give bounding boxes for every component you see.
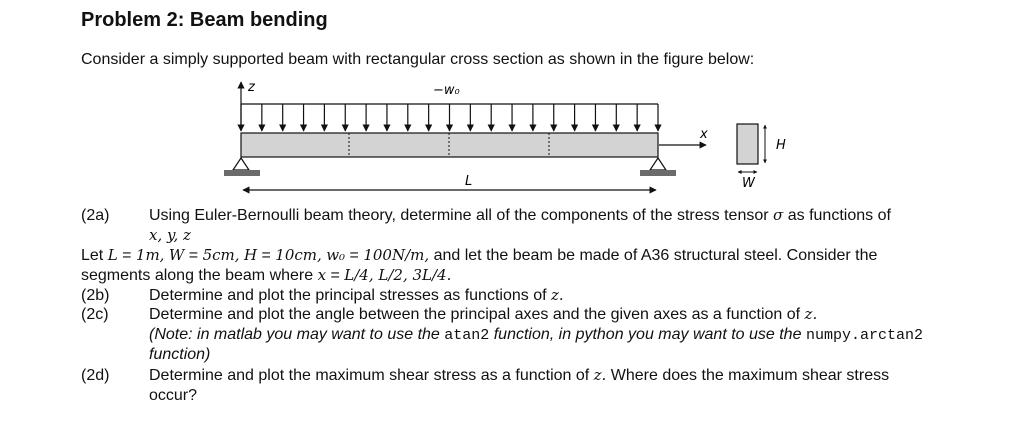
given-x-values: L/4, L/2, 3L/4. [344, 266, 452, 284]
length-label: L [465, 174, 473, 189]
part-label: (2c) [81, 306, 109, 323]
problem-title: Problem 2: Beam bending [81, 9, 328, 31]
given-line-1: Let L = 1m, W = 5cm, H = 10cm, w₀ = 100N/m, and let the beam be made of A36 structural steel. Consider the [81, 246, 878, 264]
right-pin-support [640, 158, 676, 176]
given-w0-value: 100N/m, [363, 246, 430, 264]
distributed-load-arrows [241, 104, 658, 131]
given-line-2-text: segments along the beam where [81, 267, 314, 284]
part-2c-text: Determine and plot the angle between the principal axes and the given axes as a function of [149, 306, 801, 323]
given-W-value: 5cm, [202, 246, 240, 264]
note-text-b: function, in python you may want to use the [493, 326, 802, 343]
part-2d-text-c: occur? [149, 387, 198, 404]
given-H-symbol: H [243, 246, 258, 264]
sigma-symbol: σ [773, 206, 784, 224]
problem-intro: Consider a simply supported beam with rectangular cross section as shown in the figure below: [81, 51, 755, 68]
part-text [149, 286, 954, 305]
part-2a-text: Using Euler-Bernoulli beam theory, determine all of the components of the stress tensor [149, 207, 769, 224]
part-2b-text: Determine and plot the principal stresses as functions of [149, 287, 547, 304]
note-text-a: (Note: in matlab you may want to use the [149, 326, 440, 343]
given-w0-symbol: w₀ [326, 246, 346, 264]
given-L-symbol: L [107, 246, 118, 264]
part-2c-note-end [149, 345, 210, 364]
length-dimension [243, 174, 656, 190]
note-text-c: function) [149, 346, 211, 363]
part-2a-vars [149, 226, 191, 245]
part-label: (2b) [81, 287, 110, 304]
part-2d-var: z. [593, 366, 607, 384]
width-label: W [742, 176, 755, 191]
load-label: −w₀ [433, 83, 460, 98]
part-2c-note [149, 325, 969, 345]
code-numpy-arctan2: numpy.arctan2 [805, 327, 923, 344]
x-axis-label: x [700, 127, 708, 142]
part-2d-text-b: Where does the maximum shear stress [610, 367, 890, 384]
cross-section [737, 124, 786, 191]
given-x-symbol: x [317, 266, 327, 284]
part-2a-text-end: as functions of [787, 207, 891, 224]
given-W-symbol: W [168, 246, 185, 264]
z-axis-label: z [248, 80, 255, 95]
part-text [149, 206, 954, 225]
part-text [149, 305, 954, 324]
part-2d-end [149, 386, 197, 405]
beam-figure [0, 0, 1024, 205]
part-2d-text: Determine and plot the maximum shear stress as a function of [149, 367, 590, 384]
variables: x, y, z [149, 226, 191, 244]
part-2c-var: z. [804, 305, 818, 323]
part-text [149, 366, 954, 385]
code-atan2: atan2 [444, 327, 490, 344]
part-2b-var: z. [551, 286, 564, 304]
given-line-2: segments along the beam where x = L/4, L/2, 3L/4. [81, 266, 452, 284]
x-axis [659, 127, 708, 145]
height-label: H [776, 138, 786, 153]
given-let: Let [81, 247, 104, 264]
given-tail: and let the beam be made of A36 structural steel. Consider the [433, 247, 878, 264]
given-L-value: 1m, [135, 246, 165, 264]
part-label: (2d) [81, 367, 110, 384]
cross-section-rect [737, 124, 758, 164]
part-label: (2a) [81, 207, 110, 224]
left-pin-support [224, 158, 260, 176]
given-H-value: 10cm, [275, 246, 322, 264]
z-axis [241, 80, 256, 130]
